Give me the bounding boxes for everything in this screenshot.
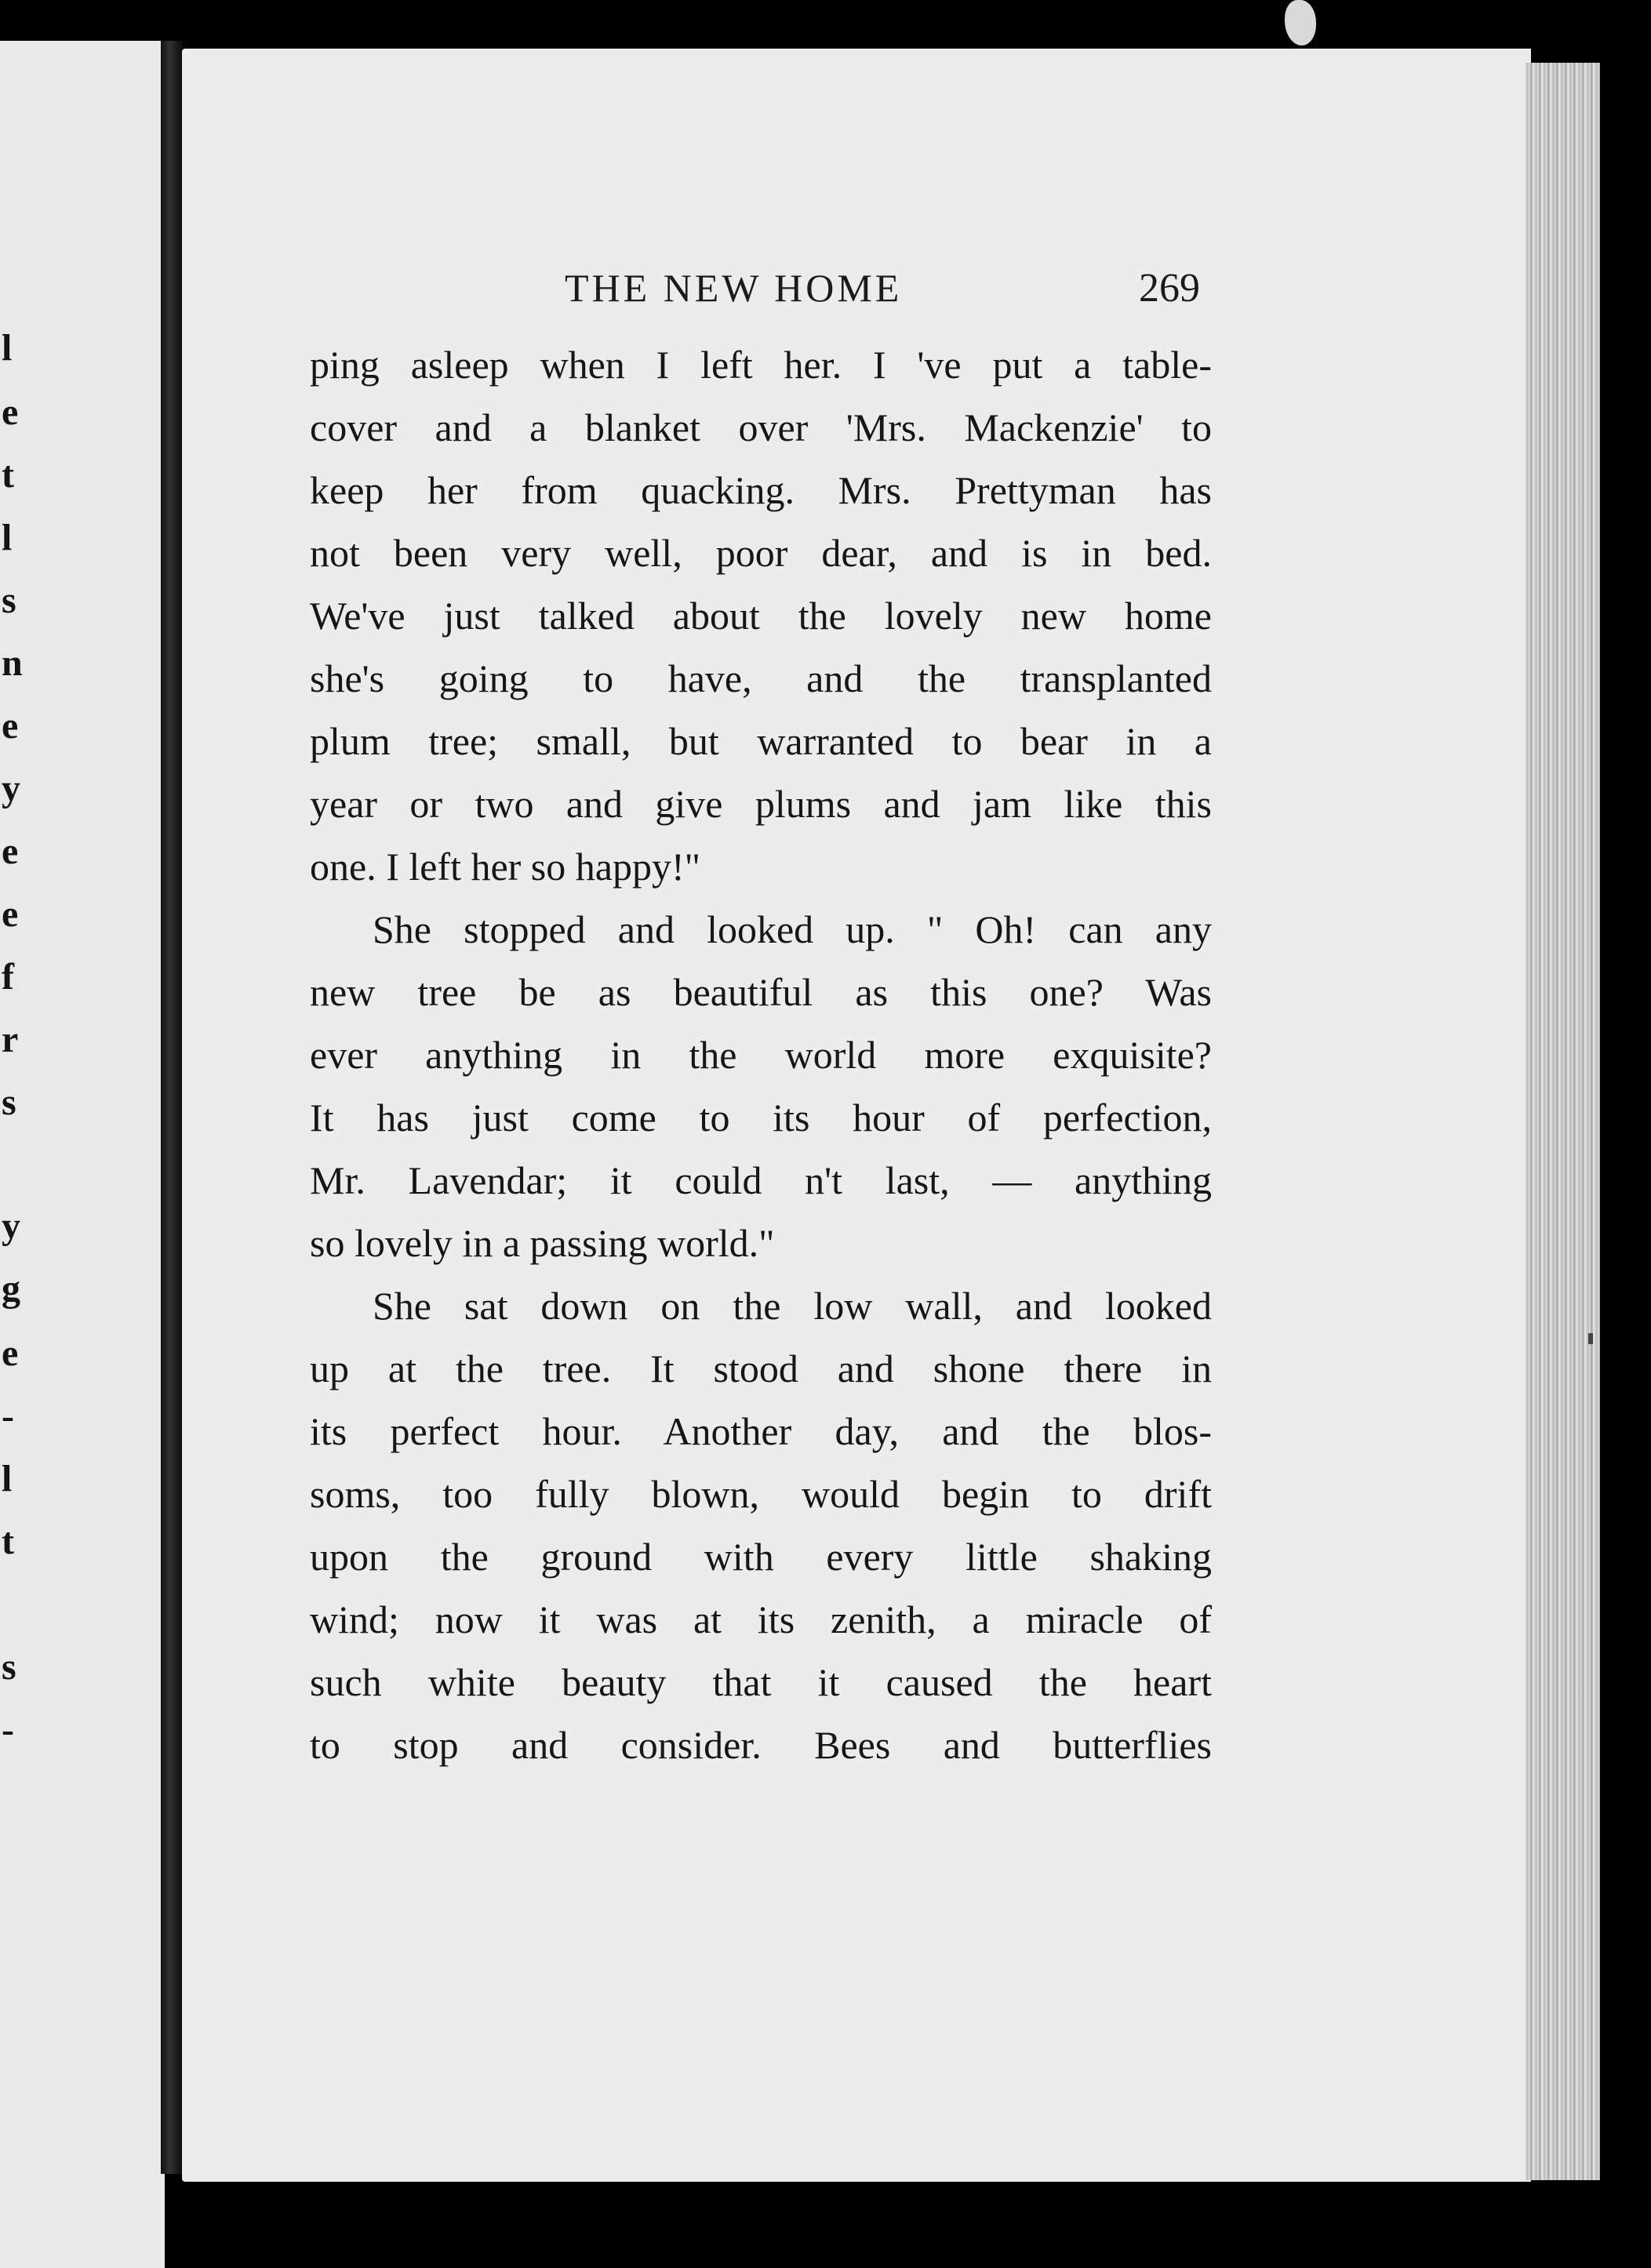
fragment-char: r [2, 1019, 19, 1060]
text-line: up at the tree. It stood and shone there in [310, 1347, 1212, 1390]
fragment-char: l [2, 327, 13, 369]
background-shadow [1600, 63, 1651, 2266]
fragment-char: s [2, 1081, 16, 1123]
fragment-char: l [2, 517, 13, 558]
text-line: plum tree; small, but warranted to bear in a [310, 719, 1212, 763]
text-line: so lovely in a passing world." [310, 1221, 775, 1265]
fragment-char: - [2, 1709, 14, 1750]
text-line: It has just come to its hour of perfection, [310, 1096, 1212, 1139]
text-line: new tree be as beautiful as this one? Was [310, 970, 1212, 1014]
text-line: to stop and consider. Bees and butterflies [310, 1723, 1212, 1767]
fragment-char: e [2, 831, 19, 872]
fragment-char: e [2, 391, 19, 433]
text-line: one. I left her so happy!" [310, 845, 701, 889]
fragment-char: e [2, 705, 19, 747]
previous-page [0, 41, 165, 2268]
fragment-char: l [2, 1458, 13, 1499]
text-line: not been very well, poor dear, and is in bed. [310, 531, 1212, 575]
fragment-char: n [2, 642, 23, 684]
text-line: She sat down on the low wall, and looked [373, 1284, 1212, 1328]
text-line: She stopped and looked up. " Oh! can any [373, 907, 1212, 951]
text-line: ever anything in the world more exquisite? [310, 1033, 1212, 1077]
fragment-char: e [2, 893, 19, 935]
fragment-char: y [2, 768, 20, 809]
text-line: ping asleep when I left her. I 've put a table- [310, 343, 1212, 387]
fragment-char: s [2, 580, 16, 621]
text-line: its perfect hour. Another day, and the blos- [310, 1409, 1212, 1453]
text-line: year or two and give plums and jam like this [310, 782, 1212, 826]
text-line: such white beauty that it caused the heart [310, 1660, 1212, 1704]
text-line: cover and a blanket over 'Mrs. Mackenzie' to [310, 405, 1212, 449]
fragment-char: s [2, 1646, 16, 1688]
edge-mark [1588, 1333, 1593, 1344]
paper-speck [1285, 0, 1316, 45]
fragment-char: t [2, 454, 14, 496]
text-line: wind; now it was at its zenith, a miracle of [310, 1597, 1212, 1641]
fragment-char: t [2, 1521, 14, 1562]
fragment-char: y [2, 1205, 20, 1247]
text-line: soms, too fully blown, would begin to drift [310, 1472, 1212, 1516]
text-line: Mr. Lavendar; it could n't last, — anything [310, 1158, 1212, 1202]
text-line: upon the ground with every little shaking [310, 1535, 1212, 1579]
fragment-char: f [2, 956, 14, 998]
text-line: she's going to have, and the transplanted [310, 656, 1212, 700]
text-line: We've just talked about the lovely new home [310, 594, 1212, 638]
fragment-char: e [2, 1332, 19, 1374]
book-gutter [161, 41, 183, 2174]
fragment-char: g [2, 1268, 20, 1310]
page-number: 269 [1139, 266, 1200, 311]
text-line: keep her from quacking. Mrs. Prettyman has [310, 468, 1212, 512]
fragment-char: - [2, 1395, 14, 1437]
running-head: THE NEW HOME [565, 266, 903, 310]
